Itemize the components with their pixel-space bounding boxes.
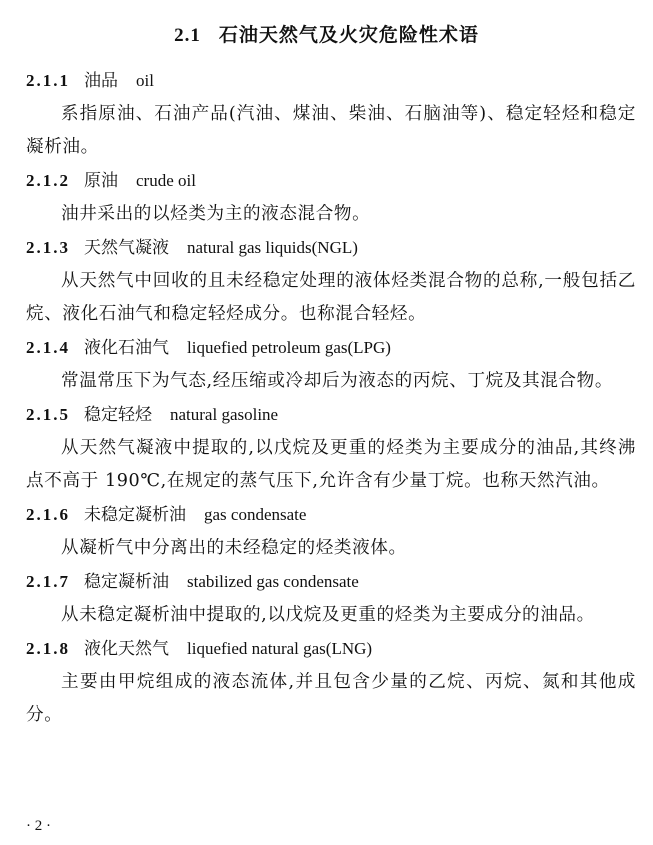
term-entry — [26, 164, 636, 231]
term-definition: 从未稳定凝析油中提取的,以戊烷及更重的烃类为主要成分的油品。 — [61, 605, 595, 625]
term-heading — [26, 398, 636, 432]
term-english: liquefied natural gas(LNG) — [187, 639, 373, 658]
term-definition: 从天然气凝液中提取的,以戊烷及更重的烃类为主要成分的油品,其终沸点不高于 190℃,在规定的蒸气压下,允许含有少量丁烷。也称天然汽油。 — [26, 438, 636, 491]
term-heading — [26, 331, 636, 365]
term-entry — [26, 231, 636, 331]
term-chinese: 稳定轻烃 — [84, 405, 152, 425]
term-number: 2.1.1 — [26, 71, 70, 90]
term-english: gas condensate — [204, 505, 307, 524]
term-heading — [26, 164, 636, 198]
section-title — [0, 20, 653, 47]
term-heading — [26, 498, 636, 532]
term-definition: 系指原油、石油产品(汽油、煤油、柴油、石脑油等)、稳定轻烃和稳定凝析油。 — [26, 104, 636, 157]
term-english: crude oil — [136, 171, 196, 190]
term-number: 2.1.2 — [26, 171, 70, 190]
term-heading — [26, 565, 636, 599]
term-list — [26, 64, 636, 732]
term-chinese: 天然气凝液 — [84, 238, 169, 258]
term-entry — [26, 498, 636, 565]
term-english: oil — [136, 71, 154, 90]
term-number: 2.1.8 — [26, 639, 70, 658]
term-number: 2.1.7 — [26, 572, 70, 591]
term-heading — [26, 64, 636, 98]
term-chinese: 未稳定凝析油 — [84, 505, 186, 525]
page-number: · 2 · — [26, 818, 51, 834]
term-definition: 从天然气中回收的且未经稳定处理的液体烃类混合物的总称,一般包括乙烷、液化石油气和稳定轻烃成分。也称混合轻烃。 — [26, 271, 636, 324]
term-definition: 主要由甲烷组成的液态流体,并且包含少量的乙烷、丙烷、氮和其他成分。 — [26, 672, 636, 725]
term-chinese: 油品 — [84, 71, 118, 91]
section-number: 2.1 — [174, 25, 201, 46]
term-english: natural gas liquids(NGL) — [187, 238, 358, 257]
section-title-text: 石油天然气及火灾危险性术语 — [218, 24, 479, 46]
term-chinese: 稳定凝析油 — [84, 572, 169, 592]
term-english: natural gasoline — [170, 405, 279, 424]
term-definition: 常温常压下为气态,经压缩或冷却后为液态的丙烷、丁烷及其混合物。 — [61, 371, 614, 391]
term-heading — [26, 231, 636, 265]
term-number: 2.1.6 — [26, 505, 70, 524]
term-english: stabilized gas condensate — [187, 572, 359, 591]
term-number: 2.1.5 — [26, 405, 70, 424]
term-english: liquefied petroleum gas(LPG) — [187, 338, 391, 357]
term-definition: 油井采出的以烃类为主的液态混合物。 — [61, 204, 371, 224]
term-chinese: 液化石油气 — [84, 338, 169, 358]
term-entry — [26, 64, 636, 164]
term-number: 2.1.3 — [26, 238, 70, 257]
term-chinese: 原油 — [84, 171, 118, 191]
term-chinese: 液化天然气 — [84, 639, 169, 659]
term-entry — [26, 398, 636, 498]
term-definition: 从凝析气中分离出的未经稳定的烃类液体。 — [61, 538, 407, 558]
term-number: 2.1.4 — [26, 338, 70, 357]
term-entry — [26, 632, 636, 732]
term-entry — [26, 331, 636, 398]
term-entry — [26, 565, 636, 632]
term-heading — [26, 632, 636, 666]
